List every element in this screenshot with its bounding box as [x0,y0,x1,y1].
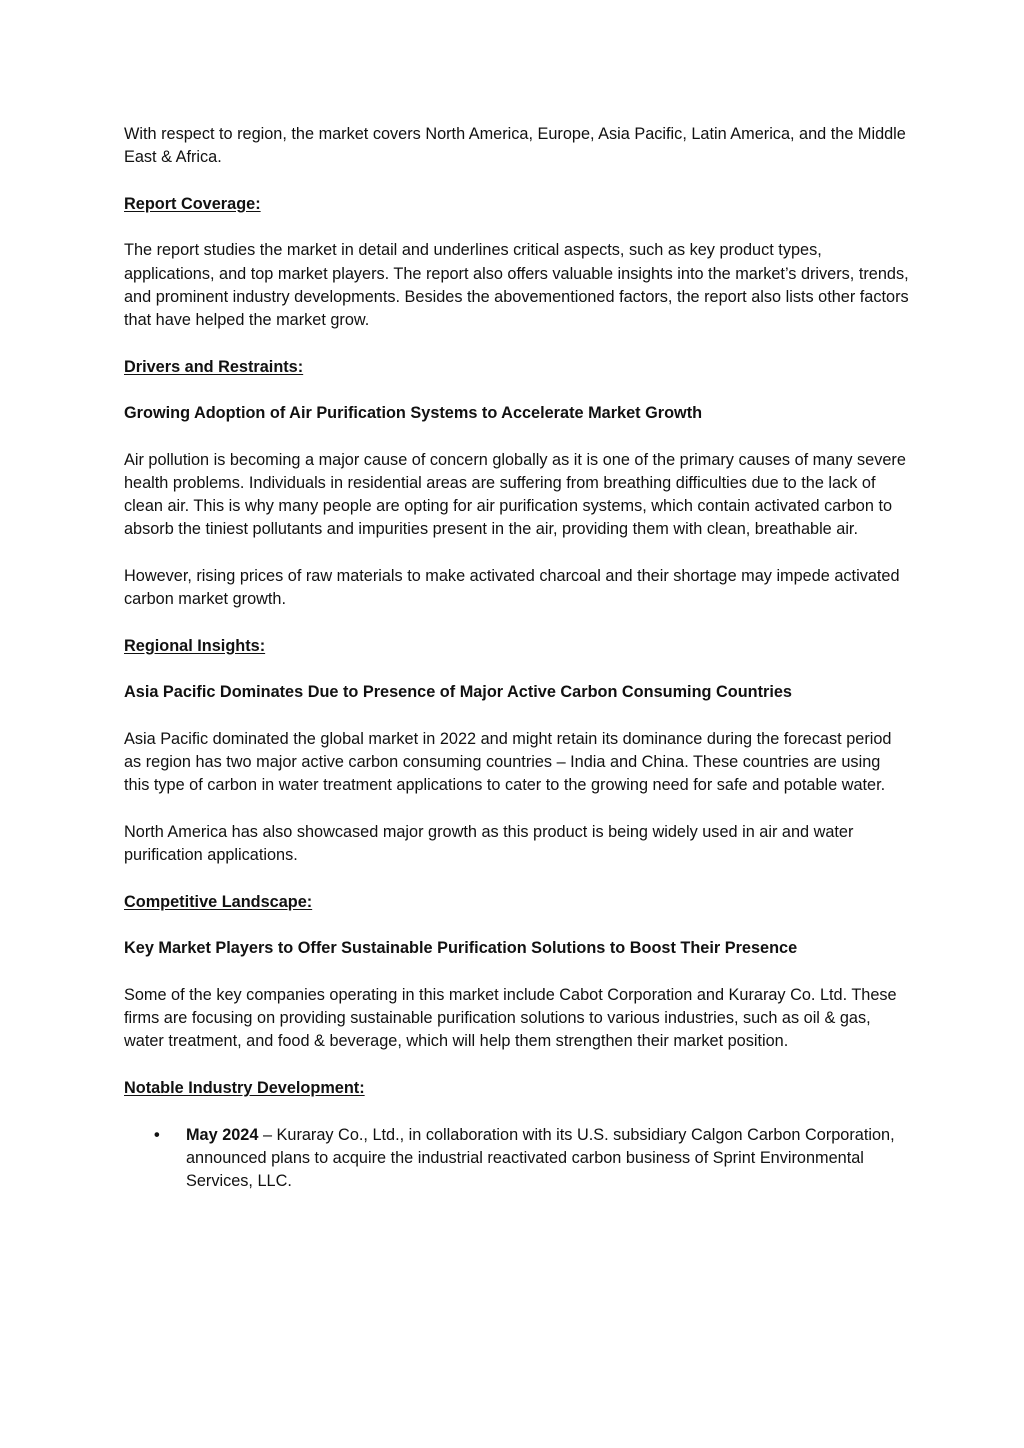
industry-development-heading: Notable Industry Development: [124,1078,365,1097]
region-paragraph: With respect to region, the market covers North America, Europe, Asia Pacific, Latin America, and the Middle East & Africa. [124,125,906,167]
development-text: – Kuraray Co., Ltd., in collaboration with its U.S. subsidiary Calgon Carbon Corporation, announced plans to acquire the industrial reactivated carbon business of Sprint Environmental Services, LLC. [186,1125,895,1190]
regional-subheading: Asia Pacific Dominates Due to Presence of Major Active Carbon Consuming Countries [124,683,792,702]
list-item [124,1124,909,1194]
competitive-landscape-heading: Competitive Landscape: [124,892,313,911]
document-page [124,123,909,1193]
report-coverage-paragraph: The report studies the market in detail and underlines critical aspects, such as key product types, applications, and top market players. The report also offers valuable insights into the market’s drivers, trends, and prominent industry developments. Besides the abovementioned factors, the report also lists other factors that have helped the market grow. [124,241,909,329]
asia-pacific-paragraph: Asia Pacific dominated the global market in 2022 and might retain its dominance during the forecast period as region has two major active carbon consuming countries – India and China. These countries are using this type of carbon in water treatment applications to cater to the growing need for safe and potable water. [124,729,892,795]
report-coverage-heading: Report Coverage: [124,194,261,213]
regional-insights-heading: Regional Insights: [124,636,266,655]
development-date: May 2024 [186,1125,259,1144]
competitive-subheading: Key Market Players to Offer Sustainable Purification Solutions to Boost Their Presence [124,939,798,958]
development-list [124,1124,909,1194]
north-america-paragraph: North America has also showcased major growth as this product is being widely used in air and water purification applications. [124,822,854,865]
bullet-icon: • [154,1125,160,1144]
competitive-paragraph: Some of the key companies operating in this market include Cabot Corporation and Kuraray Co. Ltd. These firms are focusing on providing sustainable purification solutions to various industries, such as oil & gas, water treatment, and food & beverage, which will help them strengthen their market position. [124,985,897,1051]
drivers-paragraph: Air pollution is becoming a major cause of concern globally as it is one of the primary causes of many severe health problems. Individuals in residential areas are suffering from breathing difficulties due to the lack of clean air. This is why many people are opting for air purification systems, which contain activated carbon to absorb the tiniest pollutants and impurities present in the air, providing them with clean, breathable air. [124,450,906,539]
drivers-subheading: Growing Adoption of Air Purification Systems to Accelerate Market Growth [124,404,703,423]
restraints-paragraph: However, rising prices of raw materials to make activated charcoal and their shortage may impede activated carbon market growth. [124,566,900,609]
drivers-restraints-heading: Drivers and Restraints: [124,357,304,376]
